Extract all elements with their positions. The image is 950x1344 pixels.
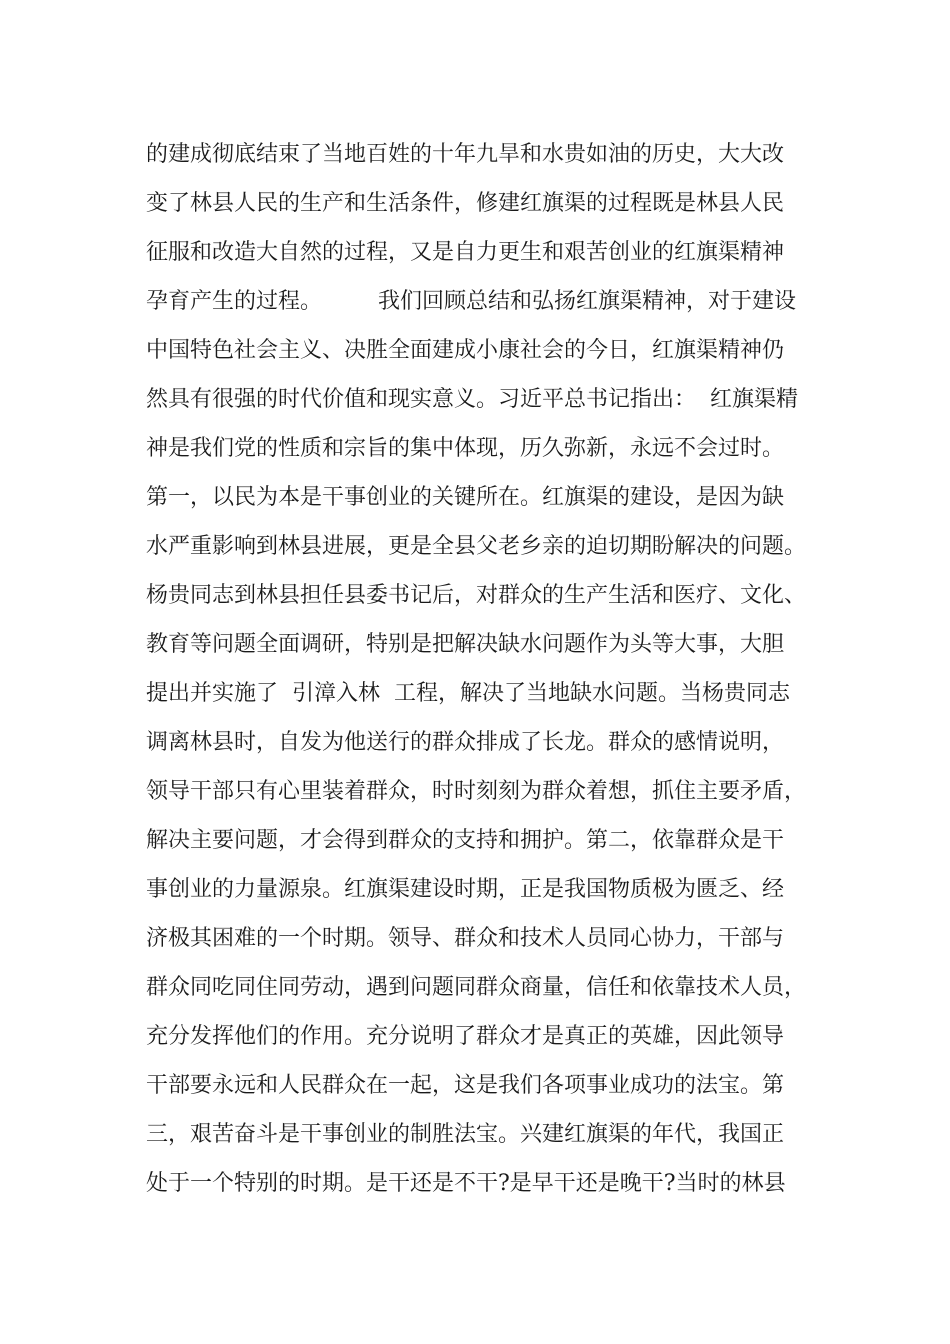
text-line-19: 充分发挥他们的作用。充分说明了群众才是真正的英雄，因此领导: [146, 1024, 785, 1049]
text-line-13: 调离林县时，自发为他送行的群众排成了长龙。群众的感情说明，: [146, 730, 785, 755]
text-line-3: 征服和改造大自然的过程，又是自力更生和艰苦创业的红旗渠精神: [146, 240, 785, 265]
text-line-17: 济极其困难的一个时期。领导、群众和技术人员同心协力，干部与: [146, 926, 785, 951]
text-line-1: 的建成彻底结束了当地百姓的十年九旱和水贵如油的历史，大大改: [146, 142, 785, 167]
text-line-5: 中国特色社会主义、决胜全面建成小康社会的今日，红旗渠精神仍: [146, 338, 785, 363]
text-line-11: 教育等问题全面调研，特别是把解决缺水问题作为头等大事，大胆: [146, 632, 785, 657]
text-line-6: 然具有很强的时代价值和现实意义。习近平总书记指出： 红旗渠精: [146, 387, 798, 412]
text-line-2: 变了林县人民的生产和生活条件，修建红旗渠的过程既是林县人民: [146, 191, 785, 216]
text-line-15: 解决主要问题，才会得到群众的支持和拥护。第二，依靠群众是干: [146, 828, 785, 853]
text-line-21: 三，艰苦奋斗是干事创业的制胜法宝。兴建红旗渠的年代，我国正: [146, 1122, 785, 1147]
text-line-4: 孕育产生的过程。 我们回顾总结和弘扬红旗渠精神，对于建设: [146, 289, 796, 314]
text-line-12: 提出并实施了 引漳入林 工程，解决了当地缺水问题。当杨贵同志: [146, 681, 790, 706]
text-line-8: 第一，以民为本是干事创业的关键所在。红旗渠的建设，是因为缺: [146, 485, 785, 510]
text-line-7: 神是我们党的性质和宗旨的集中体现，历久弥新，永远不会过时。: [146, 436, 785, 461]
body-text: [146, 130, 816, 1208]
text-line-20: 干部要永远和人民群众在一起，这是我们各项事业成功的法宝。第: [146, 1073, 785, 1098]
text-line-16: 事创业的力量源泉。红旗渠建设时期，正是我国物质极为匮乏、经: [146, 877, 785, 902]
text-line-10: 杨贵同志到林县担任县委书记后，对群众的生产生活和医疗、文化、: [146, 583, 807, 608]
text-line-22: 处于一个特别的时期。是干还是不干?是早干还是晚干?当时的林县: [146, 1171, 786, 1196]
text-line-9: 水严重影响到林县进展，更是全县父老乡亲的迫切期盼解决的问题。: [146, 534, 807, 559]
text-line-14: 领导干部只有心里装着群众，时时刻刻为群众着想，抓住主要矛盾，: [146, 779, 807, 804]
text-line-18: 群众同吃同住同劳动，遇到问题同群众商量，信任和依靠技术人员，: [146, 975, 807, 1000]
